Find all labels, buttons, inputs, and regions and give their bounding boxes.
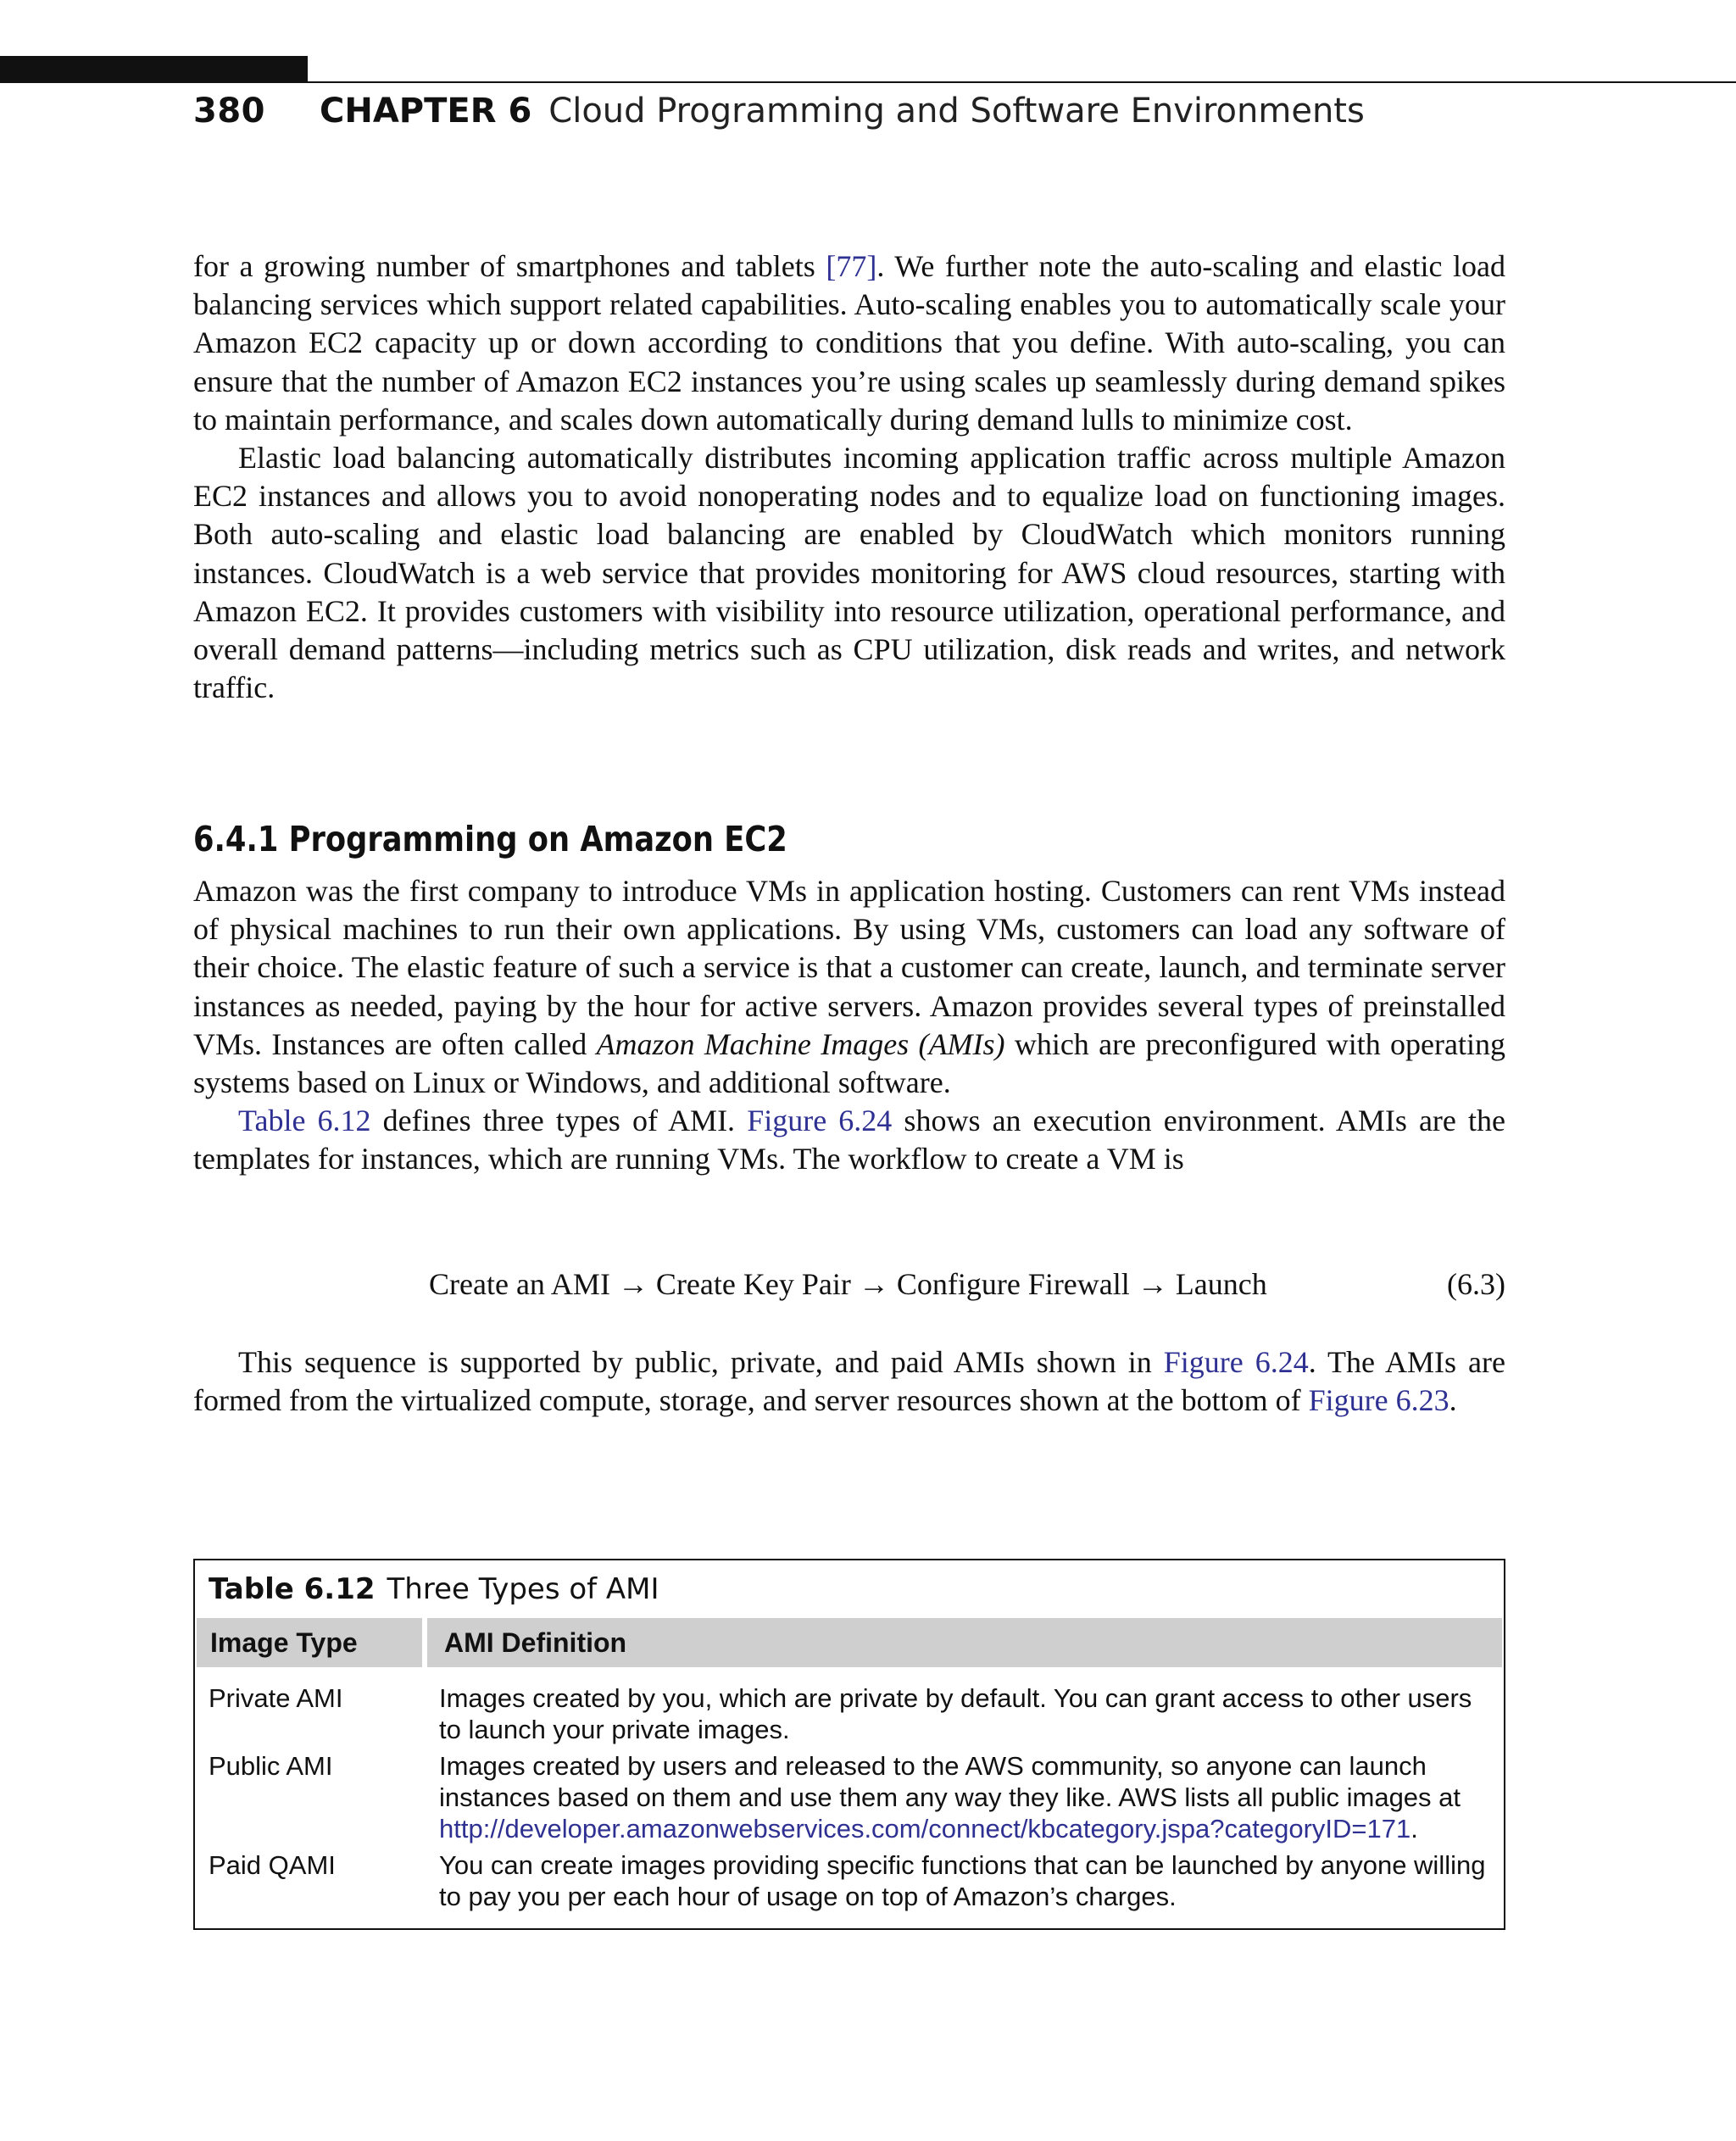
cell-definition: Images created by users and released to the AWS community, so anyone can launch instances based on them and use them any way they like. AWS lists all public images at http://developer.amazonwebservices.com/connect/kbcategory.jspa?categoryID=171. xyxy=(439,1751,1461,1843)
cell-image-type: Private AMI xyxy=(209,1683,343,1713)
cell-image-type: Public AMI xyxy=(209,1751,333,1781)
table-body xyxy=(195,1667,1504,1912)
aws-public-images-link[interactable]: http://developer.amazonwebservices.com/connect/kbcategory.jspa?categoryID=171 xyxy=(439,1814,1411,1843)
after-equation-text xyxy=(193,1343,1505,1420)
section-paragraph-2: Table 6.12 defines three types of AMI. Figure 6.24 shows an execution environment. AMIs are the templates for instances, which are running VMs. The workflow to create a VM is xyxy=(193,1104,1505,1176)
chapter-title: Cloud Programming and Software Environments xyxy=(548,92,1365,131)
header-rule xyxy=(308,81,1736,83)
intro-paragraph-2: Elastic load balancing automatically distributes incoming application traffic across multiple Amazon EC2 instances and allows you to avoid nonoperating nodes and to equalize load on functioning images. Both auto-scaling and elastic load balancing are enabled by CloudWatch which monitors running instances. CloudWatch is a web service that provides monitoring for AWS cloud resources, starting with Amazon EC2. It provides customers with visibility into resource utilization, operational performance, and overall demand patterns—including metrics such as CPU utilization, disk reads and writes, and network traffic. xyxy=(193,441,1505,705)
figure-ref-link[interactable]: Figure 6.23 xyxy=(1308,1383,1449,1418)
table-row xyxy=(195,1682,1504,1745)
cell-definition: Images created by you, which are private by default. You can grant access to other users to launch your private images. xyxy=(439,1683,1472,1744)
running-head xyxy=(193,92,1365,142)
equation-body: Create an AMI → Create Key Pair → Configure Firewall → Launch xyxy=(429,1267,1267,1301)
table-ref-link[interactable]: Table 6.12 xyxy=(238,1104,371,1138)
cell-definition: You can create images providing specific functions that can be launched by anyone willing to pay you per each hour of usage on top of Amazon’s charges. xyxy=(439,1850,1486,1911)
ami-term: Amazon Machine Images (AMIs) xyxy=(596,1026,1005,1061)
table-caption-label: Table 6.12 xyxy=(209,1572,376,1606)
header-bar xyxy=(0,56,308,83)
section-heading: 6.4.1 Programming on Amazon EC2 xyxy=(193,819,787,859)
figure-ref-link[interactable]: Figure 6.24 xyxy=(1163,1345,1309,1379)
citation-link[interactable]: [77] xyxy=(826,249,877,283)
equation-number: (6.3) xyxy=(1447,1267,1505,1301)
figure-ref-link[interactable]: Figure 6.24 xyxy=(747,1104,893,1138)
table-header xyxy=(197,1618,1502,1667)
page-number: 380 xyxy=(193,92,265,131)
table-row xyxy=(195,1750,1504,1844)
intro-paragraph-1: for a growing number of smartphones and tablets [77]. We further note the auto-scaling and elastic load balancing services which support related capabilities. Auto-scaling enables you to automatically scale your Amazon EC2 capacity up or down according to conditions that you define. With auto-scaling, you can ensure that the number of Amazon EC2 instances you’re using scales up seamlessly during demand spikes to maintain performance, and scales down automatically during demand lulls to minimize cost. xyxy=(193,249,1505,437)
after-equation-paragraph: This sequence is supported by public, private, and paid AMIs shown in Figure 6.24. The AMIs are formed from the virtualized compute, storage, and server resources shown at the bottom of Figure 6.23. xyxy=(193,1345,1505,1418)
column-header-image-type: Image Type xyxy=(197,1618,422,1667)
chapter-label: CHAPTER 6 xyxy=(320,92,532,131)
cell-image-type: Paid QAMI xyxy=(209,1850,336,1880)
section-paragraph-1: Amazon was the first company to introduce VMs in application hosting. Customers can rent VMs instead of physical machines to run their own applications. By using VMs, customers can load any software of their choice. The elastic feature of such a service is that a customer can create, launch, and terminate server instances as needed, paying by the hour for active servers. Amazon provides several types of preinstalled VMs. Instances are often called Amazon Machine Images (AMIs) which are preconfigured with operating systems based on Linux or Windows, and additional software. xyxy=(193,874,1505,1100)
ami-table xyxy=(193,1559,1505,1930)
equation xyxy=(193,1263,1505,1305)
table-row xyxy=(195,1849,1504,1912)
intro-text xyxy=(193,247,1505,707)
table-caption-title: Three Types of AMI xyxy=(387,1572,659,1606)
table-caption xyxy=(195,1560,1504,1618)
column-header-ami-definition: AMI Definition xyxy=(427,1618,1502,1667)
section-text xyxy=(193,872,1505,1179)
